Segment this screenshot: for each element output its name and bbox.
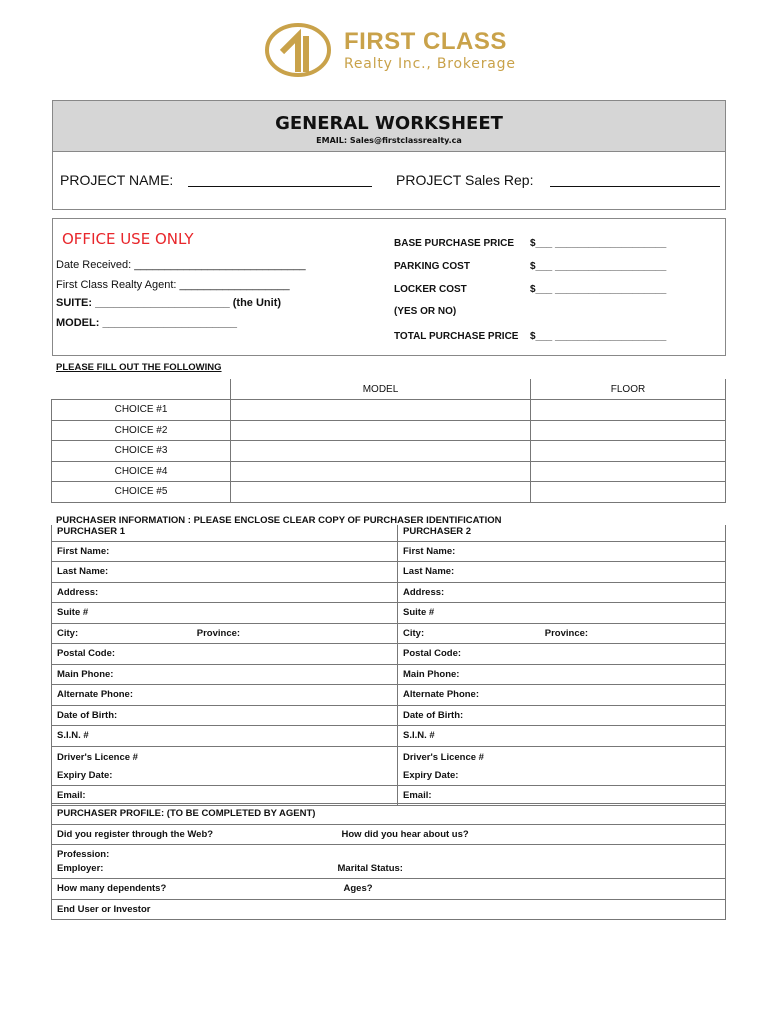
choice-model-cell[interactable] (231, 482, 531, 503)
choice-table (51, 379, 726, 503)
parking-cost-field[interactable]: $___ ____________________ (530, 261, 667, 272)
p1-first-name[interactable]: First Name: (52, 541, 398, 562)
fill-out-title: PLEASE FILL OUT THE FOLLOWING (56, 362, 222, 373)
profession-label: Profession: (57, 849, 110, 860)
table-row (52, 420, 726, 441)
purchaser-profile-table (51, 803, 726, 920)
dependents-cell[interactable] (52, 879, 726, 900)
p1-alt-phone[interactable]: Alternate Phone: (52, 685, 398, 706)
p2-expiry-label: Expiry Date: (403, 769, 459, 781)
end-user-cell[interactable]: End User or Investor (52, 899, 726, 920)
locker-cost-label: LOCKER COST (394, 284, 467, 295)
p2-licence-label: Driver's Licence # (403, 751, 484, 763)
table-row (52, 746, 726, 785)
profession-cell[interactable] (52, 845, 726, 879)
p2-postal-code[interactable]: Postal Code: (398, 644, 726, 665)
p1-city-label: City: (57, 627, 79, 639)
company-logo (262, 22, 552, 78)
logo-mark-icon (262, 22, 332, 78)
purchaser-info-title: PURCHASER INFORMATION : PLEASE ENCLOSE CLEAR COPY OF PURCHASER IDENTIFICATION (56, 515, 502, 526)
p2-main-phone[interactable]: Main Phone: (398, 664, 726, 685)
base-price-field[interactable]: $___ ____________________ (530, 238, 667, 249)
office-use-title: OFFICE USE ONLY (62, 230, 194, 248)
table-row (52, 562, 726, 583)
worksheet-header (52, 100, 726, 152)
choice-label: CHOICE #5 (52, 482, 231, 503)
logo-subtitle: Realty Inc., Brokerage (344, 56, 516, 72)
p2-email[interactable]: Email: (398, 785, 726, 806)
ages-label: Ages? (343, 883, 373, 895)
choice-floor-cell[interactable] (531, 461, 726, 482)
choice-model-cell[interactable] (231, 461, 531, 482)
p2-suite[interactable]: Suite # (398, 603, 726, 624)
email-line: EMAIL: Sales@firstclassrealty.ca (316, 136, 462, 145)
web-register-label: Did you register through the Web? (57, 828, 214, 840)
parking-cost-label: PARKING COST (394, 261, 470, 272)
choice-label: CHOICE #1 (52, 400, 231, 421)
table-row (52, 400, 726, 421)
p1-dob[interactable]: Date of Birth: (52, 705, 398, 726)
locker-cost-field[interactable]: $___ ____________________ (530, 284, 667, 295)
p1-licence-cell[interactable] (52, 746, 398, 785)
p1-main-phone[interactable]: Main Phone: (52, 664, 398, 685)
date-received[interactable]: Date Received: ____________________________ (56, 259, 306, 271)
p1-email[interactable]: Email: (52, 785, 398, 806)
purchaser-1-header: PURCHASER 1 (52, 525, 398, 541)
suite-field[interactable]: SUITE: ______________________ (the Unit) (56, 297, 282, 309)
realty-agent[interactable]: First Class Realty Agent: __________________ (56, 279, 290, 291)
purchaser-table (51, 525, 726, 806)
p2-last-name[interactable]: Last Name: (398, 562, 726, 583)
p1-licence-label: Driver's Licence # (57, 751, 138, 763)
base-price-label: BASE PURCHASE PRICE (394, 238, 515, 249)
web-register-cell[interactable] (52, 824, 726, 845)
floor-header: FLOOR (531, 379, 726, 400)
p2-sin[interactable]: S.I.N. # (398, 726, 726, 747)
model-header: MODEL (231, 379, 531, 400)
project-name-field[interactable] (188, 186, 372, 187)
p2-province-label: Province: (544, 627, 589, 639)
total-price-field[interactable]: $___ ____________________ (530, 331, 667, 342)
p1-city-cell[interactable] (52, 623, 398, 644)
table-row (52, 603, 726, 624)
table-row (52, 685, 726, 706)
p2-city-label: City: (403, 627, 425, 639)
model-field[interactable]: MODEL: ______________________ (56, 317, 238, 329)
table-row (52, 441, 726, 462)
p2-first-name[interactable]: First Name: (398, 541, 726, 562)
p1-expiry-label: Expiry Date: (57, 769, 113, 781)
yes-no-label: (YES OR NO) (394, 306, 457, 317)
table-row (52, 664, 726, 685)
choice-model-cell[interactable] (231, 400, 531, 421)
choice-floor-cell[interactable] (531, 482, 726, 503)
dependents-label: How many dependents? (57, 883, 167, 895)
profile-title: PURCHASER PROFILE: (TO BE COMPLETED BY AGENT) (52, 804, 726, 825)
choice-label: CHOICE #4 (52, 461, 231, 482)
table-row (52, 644, 726, 665)
p1-sin[interactable]: S.I.N. # (52, 726, 398, 747)
choice-header-blank (52, 379, 231, 400)
logo-title: FIRST CLASS (344, 28, 507, 55)
project-rep-label: PROJECT Sales Rep: (396, 172, 534, 188)
project-name-label: PROJECT NAME: (60, 172, 174, 188)
p2-address[interactable]: Address: (398, 582, 726, 603)
page-title: GENERAL WORKSHEET (275, 113, 503, 134)
choice-model-cell[interactable] (231, 420, 531, 441)
choice-label: CHOICE #3 (52, 441, 231, 462)
table-row (52, 623, 726, 644)
p1-province-label: Province: (196, 627, 241, 639)
p2-dob[interactable]: Date of Birth: (398, 705, 726, 726)
project-rep-field[interactable] (550, 186, 720, 187)
choice-label: CHOICE #2 (52, 420, 231, 441)
purchaser-2-header: PURCHASER 2 (398, 525, 726, 541)
table-row (52, 482, 726, 503)
table-row (52, 582, 726, 603)
p1-last-name[interactable]: Last Name: (52, 562, 398, 583)
table-row (52, 461, 726, 482)
total-price-label: TOTAL PURCHASE PRICE (394, 331, 519, 342)
choice-floor-cell[interactable] (531, 400, 726, 421)
choice-floor-cell[interactable] (531, 441, 726, 462)
p1-suite[interactable]: Suite # (52, 603, 398, 624)
hear-about-label: How did you hear about us? (341, 828, 469, 840)
p1-postal-code[interactable]: Postal Code: (52, 644, 398, 665)
choice-model-cell[interactable] (231, 441, 531, 462)
p1-address[interactable]: Address: (52, 582, 398, 603)
p2-alt-phone[interactable]: Alternate Phone: (398, 685, 726, 706)
table-row (52, 726, 726, 747)
employer-label: Employer: (57, 863, 104, 874)
table-row (52, 541, 726, 562)
p2-city-cell[interactable] (398, 623, 726, 644)
marital-status-label: Marital Status: (337, 863, 403, 874)
choice-floor-cell[interactable] (531, 420, 726, 441)
p2-licence-cell[interactable] (398, 746, 726, 785)
table-row (52, 705, 726, 726)
